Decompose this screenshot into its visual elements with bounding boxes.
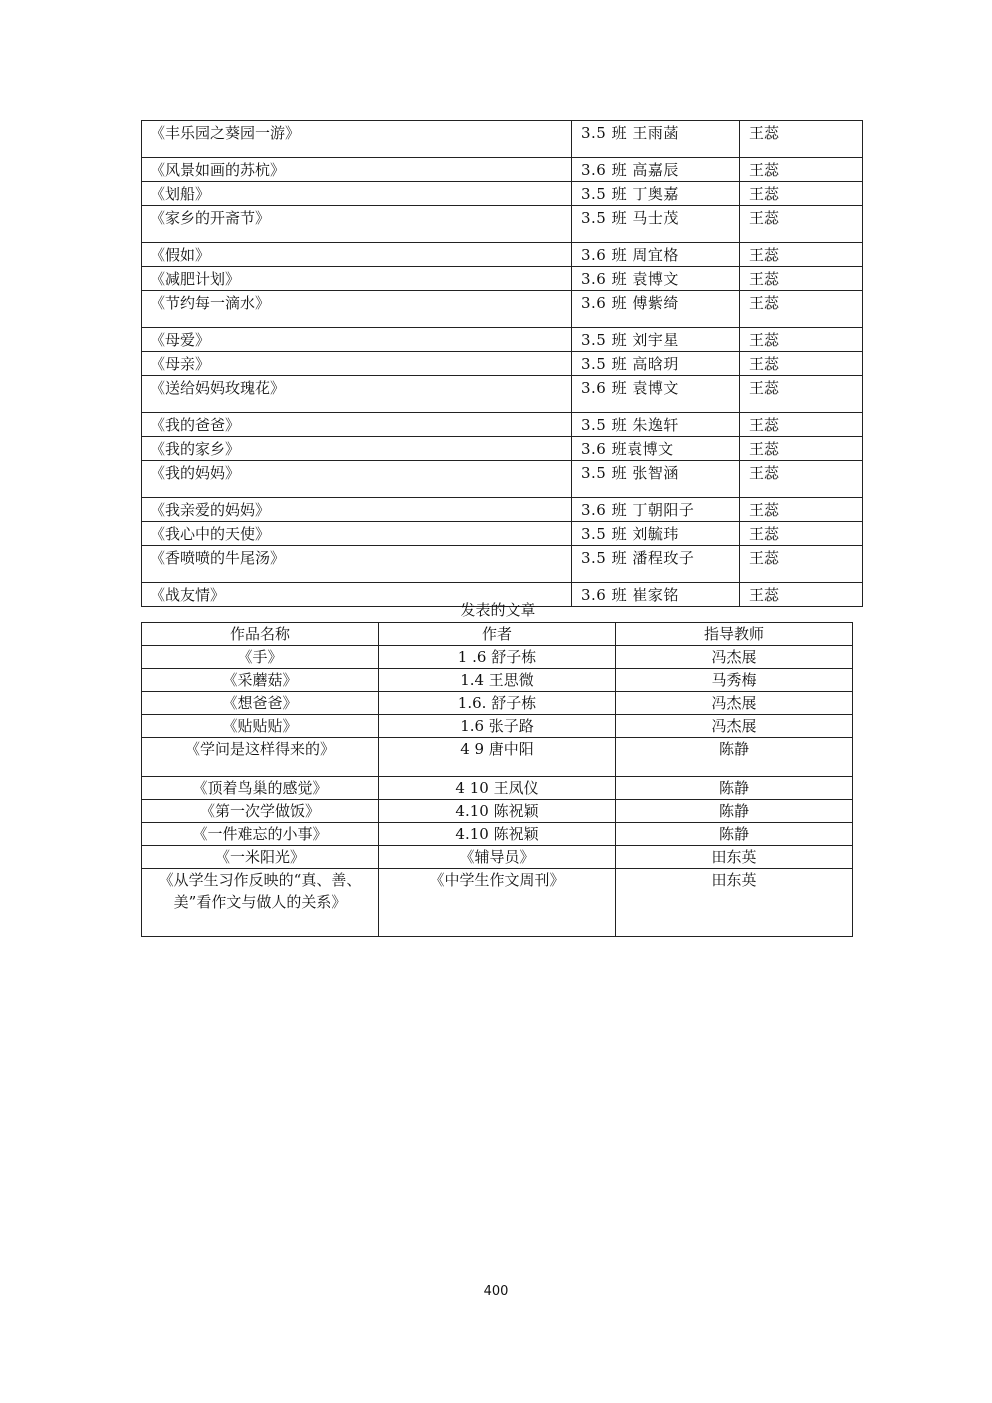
table-row bbox=[142, 243, 863, 267]
author-cell: 3.5 班 刘宇星 bbox=[572, 328, 740, 352]
author-cell: 3.5 班 高晗玥 bbox=[572, 352, 740, 376]
teacher-cell: 王蕊 bbox=[740, 376, 863, 413]
teacher-cell: 王蕊 bbox=[740, 121, 863, 158]
work-title-cell: 《一米阳光》 bbox=[142, 846, 379, 869]
published-articles-table bbox=[141, 622, 853, 937]
author-cell: 3.5 班 马士茂 bbox=[572, 206, 740, 243]
table-row bbox=[142, 376, 863, 413]
section-heading: 发表的文章 bbox=[460, 601, 536, 619]
work-title-cell: 《母爱》 bbox=[142, 328, 572, 352]
page-number: 400 bbox=[483, 1284, 509, 1299]
table-row bbox=[142, 738, 853, 777]
author-cell: 《辅导员》 bbox=[379, 846, 616, 869]
teacher-cell: 王蕊 bbox=[740, 206, 863, 243]
table-header-row bbox=[142, 623, 853, 646]
work-title-cell: 《我的家乡》 bbox=[142, 437, 572, 461]
teacher-cell: 田东英 bbox=[616, 869, 853, 937]
teacher-cell: 王蕊 bbox=[740, 461, 863, 498]
author-cell: 4 10 王凤仪 bbox=[379, 777, 616, 800]
column-header-teacher: 指导教师 bbox=[616, 623, 853, 646]
table-row bbox=[142, 522, 863, 546]
table-row bbox=[142, 206, 863, 243]
work-title-cell: 《家乡的开斋节》 bbox=[142, 206, 572, 243]
work-title-cell: 《香喷喷的牛尾汤》 bbox=[142, 546, 572, 583]
work-title-cell: 《减肥计划》 bbox=[142, 267, 572, 291]
author-cell: 4.10 陈祝颖 bbox=[379, 800, 616, 823]
author-cell: 3.5 班 张智涵 bbox=[572, 461, 740, 498]
teacher-cell: 王蕊 bbox=[740, 546, 863, 583]
table-row bbox=[142, 158, 863, 182]
teacher-cell: 王蕊 bbox=[740, 243, 863, 267]
author-cell: 3.5 班 潘程玫子 bbox=[572, 546, 740, 583]
work-title-cell: 《顶着鸟巢的感觉》 bbox=[142, 777, 379, 800]
work-title-cell: 《风景如画的苏杭》 bbox=[142, 158, 572, 182]
table-row bbox=[142, 846, 853, 869]
work-title-cell: 《一件难忘的小事》 bbox=[142, 823, 379, 846]
teacher-cell: 王蕊 bbox=[740, 158, 863, 182]
table-row bbox=[142, 669, 853, 692]
teacher-cell: 冯杰展 bbox=[616, 692, 853, 715]
teacher-cell: 陈静 bbox=[616, 777, 853, 800]
teacher-cell: 陈静 bbox=[616, 800, 853, 823]
work-title-cell: 《假如》 bbox=[142, 243, 572, 267]
table-row bbox=[142, 800, 853, 823]
table-row bbox=[142, 546, 863, 583]
teacher-cell: 王蕊 bbox=[740, 522, 863, 546]
teacher-cell: 王蕊 bbox=[740, 267, 863, 291]
table-row bbox=[142, 352, 863, 376]
author-cell: 3.5 班 丁奥嘉 bbox=[572, 182, 740, 206]
table-row bbox=[142, 777, 853, 800]
work-title-cell: 《我的妈妈》 bbox=[142, 461, 572, 498]
work-title-cell: 《想爸爸》 bbox=[142, 692, 379, 715]
work-title-cell: 《手》 bbox=[142, 646, 379, 669]
table-row bbox=[142, 461, 863, 498]
work-title-cell: 《战友情》 bbox=[142, 583, 572, 607]
author-cell: 3.6 班 崔家铭 bbox=[572, 583, 740, 607]
table-row bbox=[142, 328, 863, 352]
author-cell: 4 9 唐中阳 bbox=[379, 738, 616, 777]
teacher-cell: 王蕊 bbox=[740, 328, 863, 352]
author-cell: 3.5 班 王雨菡 bbox=[572, 121, 740, 158]
author-cell: 1.6 张子路 bbox=[379, 715, 616, 738]
teacher-cell: 冯杰展 bbox=[616, 715, 853, 738]
teacher-cell: 王蕊 bbox=[740, 291, 863, 328]
teacher-cell: 王蕊 bbox=[740, 583, 863, 607]
work-title-cell: 《采蘑菇》 bbox=[142, 669, 379, 692]
work-title-cell: 《母亲》 bbox=[142, 352, 572, 376]
author-cell: 3.6 班 高嘉辰 bbox=[572, 158, 740, 182]
work-title-cell: 《我心中的天使》 bbox=[142, 522, 572, 546]
table-row bbox=[142, 692, 853, 715]
table-row bbox=[142, 291, 863, 328]
author-cell: 3.6 班 丁朝阳子 bbox=[572, 498, 740, 522]
work-title-cell: 《第一次学做饭》 bbox=[142, 800, 379, 823]
teacher-cell: 王蕊 bbox=[740, 437, 863, 461]
table-row bbox=[142, 182, 863, 206]
work-title-cell: 《贴贴贴》 bbox=[142, 715, 379, 738]
teacher-cell: 马秀梅 bbox=[616, 669, 853, 692]
author-cell: 《中学生作文周刊》 bbox=[379, 869, 616, 937]
work-title-cell: 《送给妈妈玫瑰花》 bbox=[142, 376, 572, 413]
author-cell: 1 .6 舒子栋 bbox=[379, 646, 616, 669]
teacher-cell: 田东英 bbox=[616, 846, 853, 869]
author-cell: 3.6 班袁博文 bbox=[572, 437, 740, 461]
work-title-cell: 《我亲爱的妈妈》 bbox=[142, 498, 572, 522]
table-row bbox=[142, 823, 853, 846]
column-header-title: 作品名称 bbox=[142, 623, 379, 646]
table-row bbox=[142, 646, 853, 669]
table-row bbox=[142, 267, 863, 291]
table-row bbox=[142, 437, 863, 461]
table-row bbox=[142, 413, 863, 437]
table-row bbox=[142, 498, 863, 522]
teacher-cell: 王蕊 bbox=[740, 182, 863, 206]
author-cell: 3.5 班 朱逸轩 bbox=[572, 413, 740, 437]
work-title-cell: 《节约每一滴水》 bbox=[142, 291, 572, 328]
author-cell: 3.5 班 刘毓玮 bbox=[572, 522, 740, 546]
column-header-author: 作者 bbox=[379, 623, 616, 646]
teacher-cell: 陈静 bbox=[616, 738, 853, 777]
author-cell: 3.6 班 周宜格 bbox=[572, 243, 740, 267]
teacher-cell: 冯杰展 bbox=[616, 646, 853, 669]
author-cell: 3.6 班 袁博文 bbox=[572, 376, 740, 413]
work-title-cell: 《丰乐园之葵园一游》 bbox=[142, 121, 572, 158]
table-row bbox=[142, 869, 853, 937]
work-title-cell: 《划船》 bbox=[142, 182, 572, 206]
awards-table bbox=[141, 120, 863, 607]
teacher-cell: 王蕊 bbox=[740, 352, 863, 376]
author-cell: 1.6. 舒子栋 bbox=[379, 692, 616, 715]
teacher-cell: 陈静 bbox=[616, 823, 853, 846]
table-row bbox=[142, 715, 853, 738]
author-cell: 3.6 班 袁博文 bbox=[572, 267, 740, 291]
work-title-cell: 《我的爸爸》 bbox=[142, 413, 572, 437]
author-cell: 4.10 陈祝颖 bbox=[379, 823, 616, 846]
teacher-cell: 王蕊 bbox=[740, 498, 863, 522]
table-row bbox=[142, 121, 863, 158]
teacher-cell: 王蕊 bbox=[740, 413, 863, 437]
work-title-cell: 《从学生习作反映的“真、善、美”看作文与做人的关系》 bbox=[142, 869, 379, 937]
author-cell: 3.6 班 傅紫绮 bbox=[572, 291, 740, 328]
author-cell: 1.4 王思微 bbox=[379, 669, 616, 692]
work-title-cell: 《学问是这样得来的》 bbox=[142, 738, 379, 777]
